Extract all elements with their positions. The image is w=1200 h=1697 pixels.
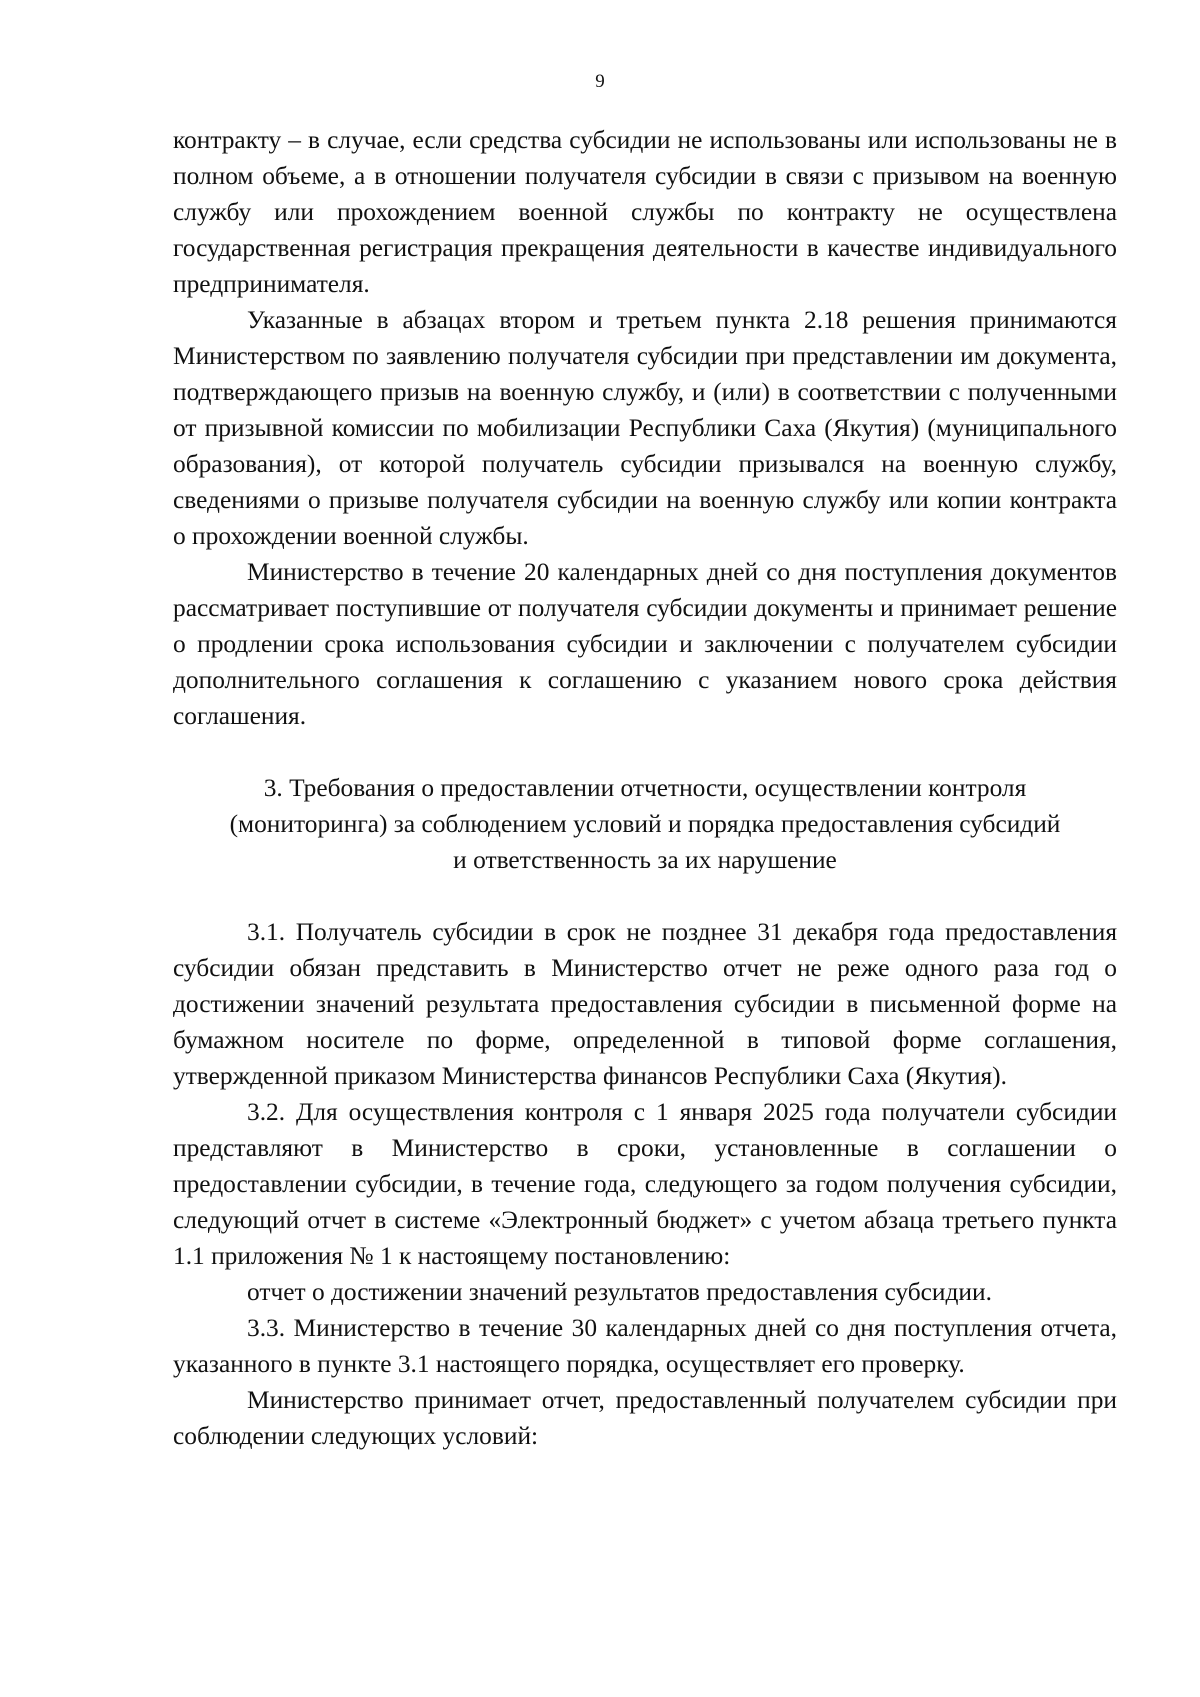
section-heading-line-3: и ответственность за их нарушение — [453, 846, 837, 874]
paragraph-decisions: Указанные в абзацах втором и третьем пункта 2.18 решения принимаются Министерством по заявлению получателя субсидии при представлении им документа, подтверждающего призыв на военную службу, и (или) в соответствии с полученными от призывной комиссии по мобилизации Республики Саха (Якутия) (муниципального образования), от которой получатель субсидии призывался на военную службу, сведениями о призыве получателя субсидии на военную службу или копии контракта о прохождении военной службы. — [173, 306, 1117, 550]
paragraph-continuation: контракту – в случае, если средства субсидии не использованы или использованы не в полном объеме, а в отношении получателя субсидии в связи с призывом на военную службу или прохождением военной службы по контракту не осуществлена государственная регистрация прекращения деятельности в качестве индивидуального предпринимателя. — [173, 126, 1117, 298]
paragraph-3-2: 3.2. Для осуществления контроля с 1 января 2025 года получатели субсидии представляют в Министерство в сроки, установленные в соглашении о предоставлении субсидии, в течение года, следующего за годом получения субсидии, следующий отчет в системе «Электронный бюджет» с учетом абзаца третьего пункта 1.1 приложения № 1 к настоящему постановлению: — [173, 1098, 1117, 1270]
paragraph-ministry-review: Министерство в течение 20 календарных дней со дня поступления документов рассматривает поступившие от получателя субсидии документы и принимает решение о продлении срока использования субсидии и заключении с получателем субсидии дополнительного соглашения к соглашению с указанием нового срока действия соглашения. — [173, 558, 1117, 730]
paragraph-3-3: 3.3. Министерство в течение 30 календарных дней со дня поступления отчета, указанного в пункте 3.1 настоящего порядка, осуществляет его проверку. — [173, 1314, 1117, 1378]
paragraph-acceptance-conditions: Министерство принимает отчет, предоставленный получателем субсидии при соблюдении следующих условий: — [173, 1386, 1117, 1450]
paragraph-report-item: отчет о достижении значений результатов предоставления субсидии. — [247, 1278, 992, 1306]
paragraph-3-1: 3.1. Получатель субсидии в срок не позднее 31 декабря года предоставления субсидии обязан представить в Министерство отчет не реже одного раза год о достижении значений результата предоставления субсидии в письменной форме на бумажном носителе по форме, определенной в типовой форме соглашения, утвержденной приказом Министерства финансов Республики Саха (Якутия). — [173, 918, 1117, 1090]
section-heading — [173, 770, 1117, 878]
section-heading-line-1: 3. Требования о предоставлении отчетности, осуществлении контроля — [263, 774, 1027, 802]
document-body — [173, 122, 1117, 1454]
section-heading-line-2: (мониторинга) за соблюдением условий и порядка предоставления субсидий — [229, 810, 1061, 838]
page-number: 9 — [595, 71, 605, 92]
